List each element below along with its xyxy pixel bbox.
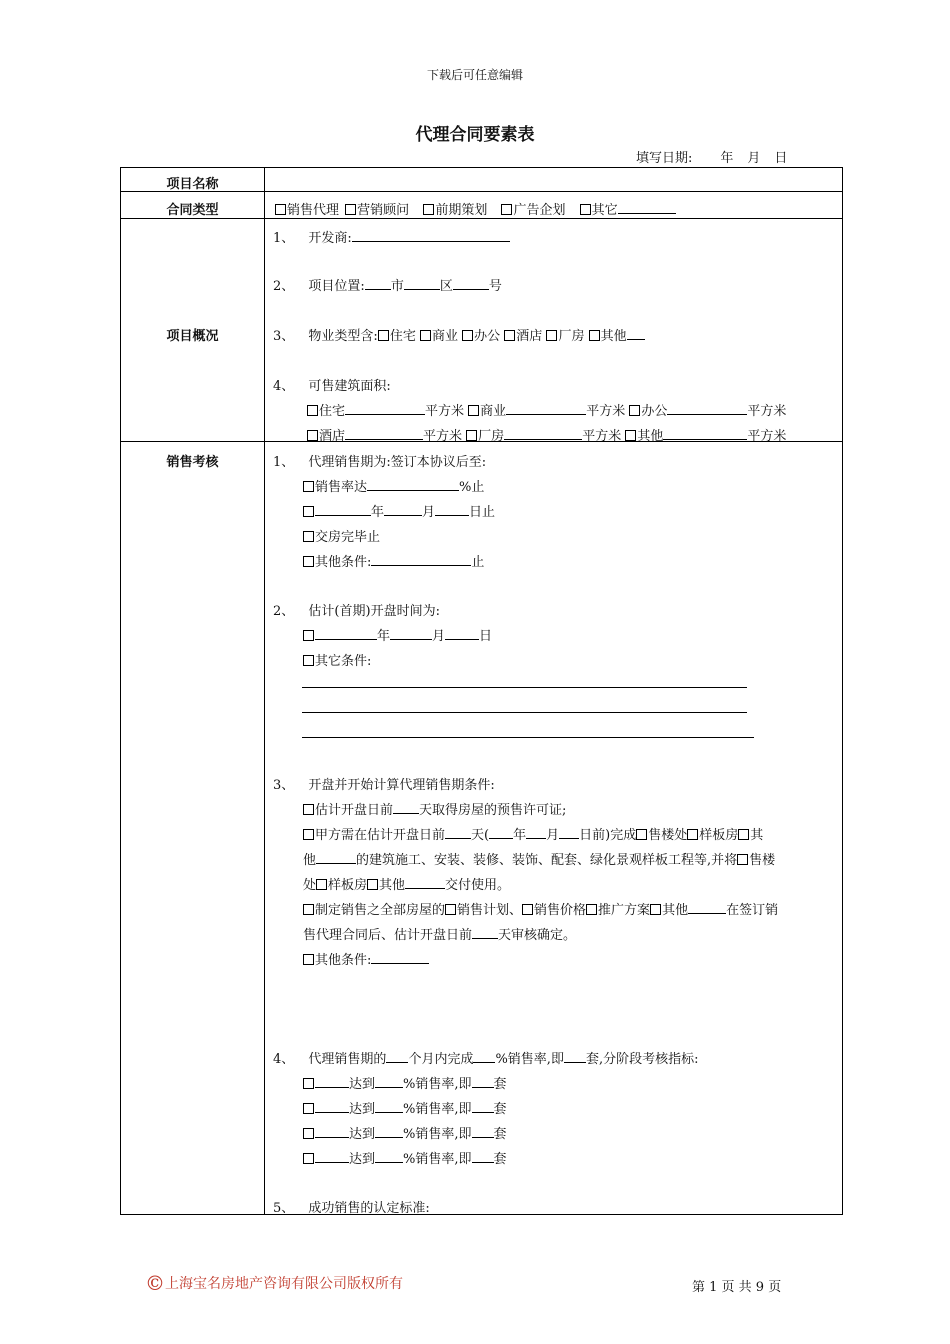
checkbox[interactable] [738,829,749,840]
s3-text: 开盘并开始计算代理销售期条件: [308,778,495,793]
blank[interactable] [489,826,513,839]
option-label: 办公 [641,404,668,419]
option-label: 其他 [600,329,627,344]
blank[interactable] [375,1125,403,1138]
text: 其 [750,828,764,843]
developer-label: 开发商: [308,231,352,246]
text: 制定销售之全部房屋的 [315,903,446,918]
saleable-area-row1 [307,400,786,419]
blank[interactable] [627,327,645,340]
text: 天( [471,828,490,843]
blank[interactable] [315,1125,349,1138]
checkbox[interactable] [625,430,636,441]
checkbox[interactable] [275,204,286,215]
developer-line [273,227,510,246]
blank[interactable] [564,1050,586,1063]
text: 售楼处 [648,828,688,843]
checkbox[interactable] [303,506,314,517]
text: 达到 [349,1077,376,1092]
blank[interactable] [384,503,422,516]
blank-line[interactable] [302,687,747,688]
property-type-label: 物业类型含: [308,329,378,344]
column-divider [264,168,265,1214]
blank[interactable] [472,1100,494,1113]
checkbox[interactable] [423,204,434,215]
s1-date-line [303,501,495,520]
item-number: 5、 [273,1201,295,1216]
text: 套 [493,1077,507,1092]
checkbox[interactable] [580,204,591,215]
checkbox[interactable] [636,829,647,840]
rate-end: %止 [459,480,485,495]
property-type-line [273,325,645,344]
unit-label: 平方米 [747,404,787,419]
checkbox[interactable] [687,829,698,840]
unit-label: 平方米 [586,404,626,419]
text: %销售率,即 [495,1052,564,1067]
blank[interactable] [315,627,377,640]
text: 销售计划、 [457,903,523,918]
unit-label: 平方米 [582,429,622,444]
saleable-area-row2 [307,425,786,444]
s2-line [273,600,440,619]
year-label: 年 [377,629,391,644]
s3-other-line [303,949,429,968]
option-label: 广告企划 [513,203,566,218]
checkbox[interactable] [367,879,378,890]
city-label: 市 [390,279,404,294]
other-end: 止 [471,555,485,570]
text: %销售率,即 [403,1102,472,1117]
s1-rate-line [303,476,484,495]
blank[interactable] [316,851,356,864]
checkbox[interactable] [307,430,318,441]
developer-blank[interactable] [352,229,510,242]
page-title: 代理合同要素表 [415,125,535,145]
text: 售楼 [749,853,776,868]
blank[interactable] [472,1125,494,1138]
blank[interactable] [435,503,469,516]
text: 达到 [349,1127,376,1142]
checkbox[interactable] [303,630,314,641]
blank[interactable] [375,1150,403,1163]
blank[interactable] [472,926,498,939]
s2-other-line [303,650,371,669]
district-label: 区 [439,279,453,294]
checkbox[interactable] [468,405,479,416]
blank[interactable] [345,427,423,440]
sales-assessment-label: 销售考核 [166,455,219,470]
option-label: 酒店 [516,329,543,344]
blank[interactable] [367,478,459,491]
checkbox[interactable] [316,879,327,890]
checkbox[interactable] [546,330,557,341]
unit-label: 平方米 [425,404,465,419]
checkbox[interactable] [629,405,640,416]
text: 他 [303,853,317,868]
s3-e-line [303,899,778,918]
handover-label: 交房完毕止 [315,530,381,545]
copyright-icon: © [145,1271,165,1295]
fill-date-label: 填写日期: [636,151,693,166]
s4-line [273,1048,698,1067]
month-label: 月 [432,629,446,644]
checkbox[interactable] [504,330,515,341]
item-number: 1、 [273,231,295,246]
blank[interactable] [315,1150,349,1163]
number-blank[interactable] [453,277,489,290]
checkbox[interactable] [345,204,356,215]
blank[interactable] [504,427,582,440]
text: 售代理合同后、估计开盘日前 [303,928,473,943]
text: 的建筑施工、安装、装修、装饰、配套、绿化景观样板工程等,并将 [356,853,738,868]
blank[interactable] [663,427,747,440]
page-number: 第 1 页 共 9 页 [692,1280,782,1295]
checkbox[interactable] [303,804,314,815]
s3-d-line [303,874,510,893]
text: 在签订销 [726,903,779,918]
blank[interactable] [445,627,479,640]
item-number: 4、 [273,1052,295,1067]
text: 估计开盘日前 [315,803,394,818]
text: 套,分阶段考核指标: [585,1052,699,1067]
text: 代理销售期的 [308,1052,387,1067]
checkbox[interactable] [501,204,512,215]
s1-line [273,451,486,470]
footer-copyright [145,1271,403,1295]
option-label: 办公 [474,329,501,344]
text: 其他 [662,903,689,918]
text: 套 [493,1102,507,1117]
checkbox[interactable] [303,1078,314,1089]
option-label: 酒店 [319,429,346,444]
option-label: 前期策划 [435,203,488,218]
s3-b-line [303,824,763,843]
blank-line[interactable] [302,712,747,713]
checkbox[interactable] [462,330,473,341]
checkbox[interactable] [303,1128,314,1139]
s4-stage-line [303,1098,507,1117]
fill-date [636,147,787,166]
fill-date-month: 月 [747,151,761,166]
day-end: 日止 [469,505,496,520]
text: %销售率,即 [403,1127,472,1142]
city-blank[interactable] [365,277,391,290]
contract-type-options [275,199,676,218]
blank[interactable] [618,201,676,214]
saleable-area-line [273,375,391,394]
s5-text: 成功销售的认定标准: [308,1201,430,1216]
checkbox[interactable] [303,954,314,965]
checkbox[interactable] [522,904,533,915]
day-label: 日 [479,629,493,644]
location-label: 项目位置: [308,279,365,294]
option-label: 营销顾问 [357,203,410,218]
text: 推广方案 [598,903,651,918]
checkbox[interactable] [303,556,314,567]
blank[interactable] [315,503,371,516]
contract-type-label: 合同类型 [166,203,219,218]
text: 月 [546,828,560,843]
text: 样板房 [328,878,368,893]
option-label: 厂房 [558,329,585,344]
text: 其他 [379,878,406,893]
text: 销售价格 [534,903,587,918]
blank[interactable] [393,801,419,814]
option-label: 商业 [480,404,507,419]
checkbox[interactable] [303,1103,314,1114]
checkbox[interactable] [303,481,314,492]
option-label: 其他 [637,429,664,444]
blank[interactable] [667,402,747,415]
text: 达到 [349,1152,376,1167]
checkbox[interactable] [378,330,389,341]
saleable-area-label: 可售建筑面积: [308,379,391,394]
s4-stage-line [303,1123,507,1142]
other-label: 其他条件: [315,953,372,968]
text: 达到 [349,1102,376,1117]
blank[interactable] [688,901,726,914]
s1-text: 代理销售期为:签订本协议后至: [308,455,487,470]
item-number: 4、 [273,379,295,394]
option-label: 住宅 [389,329,416,344]
blank[interactable] [345,402,425,415]
unit-label: 平方米 [747,429,787,444]
s5-line [273,1197,430,1216]
blank[interactable] [371,553,471,566]
blank[interactable] [390,627,432,640]
blank[interactable] [472,1075,494,1088]
blank[interactable] [315,1075,349,1088]
checkbox[interactable] [650,904,661,915]
s2-text: 估计(首期)开盘时间为: [308,604,440,619]
project-overview-label: 项目概况 [166,329,219,344]
blank[interactable] [315,1100,349,1113]
item-number: 2、 [273,604,295,619]
checkbox[interactable] [303,655,314,666]
option-label: 厂房 [478,429,505,444]
month-label: 月 [422,505,436,520]
project-name-label: 项目名称 [166,177,219,192]
s1-other-line [303,551,484,570]
header-note: 下载后可任意编辑 [426,68,523,82]
district-blank[interactable] [404,277,440,290]
blank[interactable] [472,1150,494,1163]
rate-label: 销售率达 [315,480,368,495]
blank[interactable] [506,402,586,415]
checkbox[interactable] [420,330,431,341]
option-label: 销售代理 [287,203,340,218]
other-label: 其它条件: [315,654,372,669]
checkbox[interactable] [307,405,318,416]
fill-date-day: 日 [774,151,788,166]
text: %销售率,即 [403,1077,472,1092]
blank[interactable] [559,826,579,839]
blank[interactable] [445,826,471,839]
checkbox[interactable] [303,829,314,840]
item-number: 1、 [273,455,295,470]
checkbox[interactable] [589,330,600,341]
s3-f-line [303,924,576,943]
checkbox[interactable] [466,430,477,441]
text: 套 [493,1127,507,1142]
other-label: 其他条件: [315,555,372,570]
checkbox[interactable] [303,531,314,542]
text: %销售率,即 [403,1152,472,1167]
text: 样板房 [699,828,739,843]
option-label: 其它 [591,203,618,218]
item-number: 2、 [273,279,295,294]
s3-line [273,774,495,793]
checkbox[interactable] [445,904,456,915]
item-number: 3、 [273,329,295,344]
option-label: 住宅 [319,404,346,419]
blank[interactable] [375,1075,403,1088]
location-line [273,275,502,294]
s1-handover-line [303,526,380,545]
s3-c-line [303,849,775,868]
text: 套 [493,1152,507,1167]
year-label: 年 [371,505,385,520]
s2-date-line [303,625,492,644]
contract-elements-table [120,167,843,1215]
blank[interactable] [375,1100,403,1113]
blank[interactable] [473,1050,495,1063]
checkbox[interactable] [737,854,748,865]
unit-label: 平方米 [423,429,463,444]
blank[interactable] [371,951,429,964]
text: 甲方需在估计开盘日前 [315,828,446,843]
blank[interactable] [386,1050,408,1063]
row-divider [121,218,842,219]
text: 个月内完成 [408,1052,474,1067]
blank[interactable] [526,826,546,839]
text: 交付使用。 [445,878,511,893]
checkbox[interactable] [586,904,597,915]
text: 日前)完成 [579,828,637,843]
company-name: 上海宝名房地产咨询有限公司版权所有 [165,1276,403,1292]
blank[interactable] [405,876,445,889]
s3-a-line [303,799,566,818]
text: 天审核确定。 [498,928,577,943]
checkbox[interactable] [303,904,314,915]
option-label: 商业 [431,329,458,344]
checkbox[interactable] [303,1153,314,1164]
text: 处 [303,878,317,893]
text: 年 [513,828,527,843]
fill-date-year: 年 [720,151,734,166]
number-label: 号 [488,279,502,294]
blank-line[interactable] [302,737,754,738]
s4-stage-line [303,1073,507,1092]
s4-stage-line [303,1148,507,1167]
item-number: 3、 [273,778,295,793]
text: 天取得房屋的预售许可证; [419,803,567,818]
